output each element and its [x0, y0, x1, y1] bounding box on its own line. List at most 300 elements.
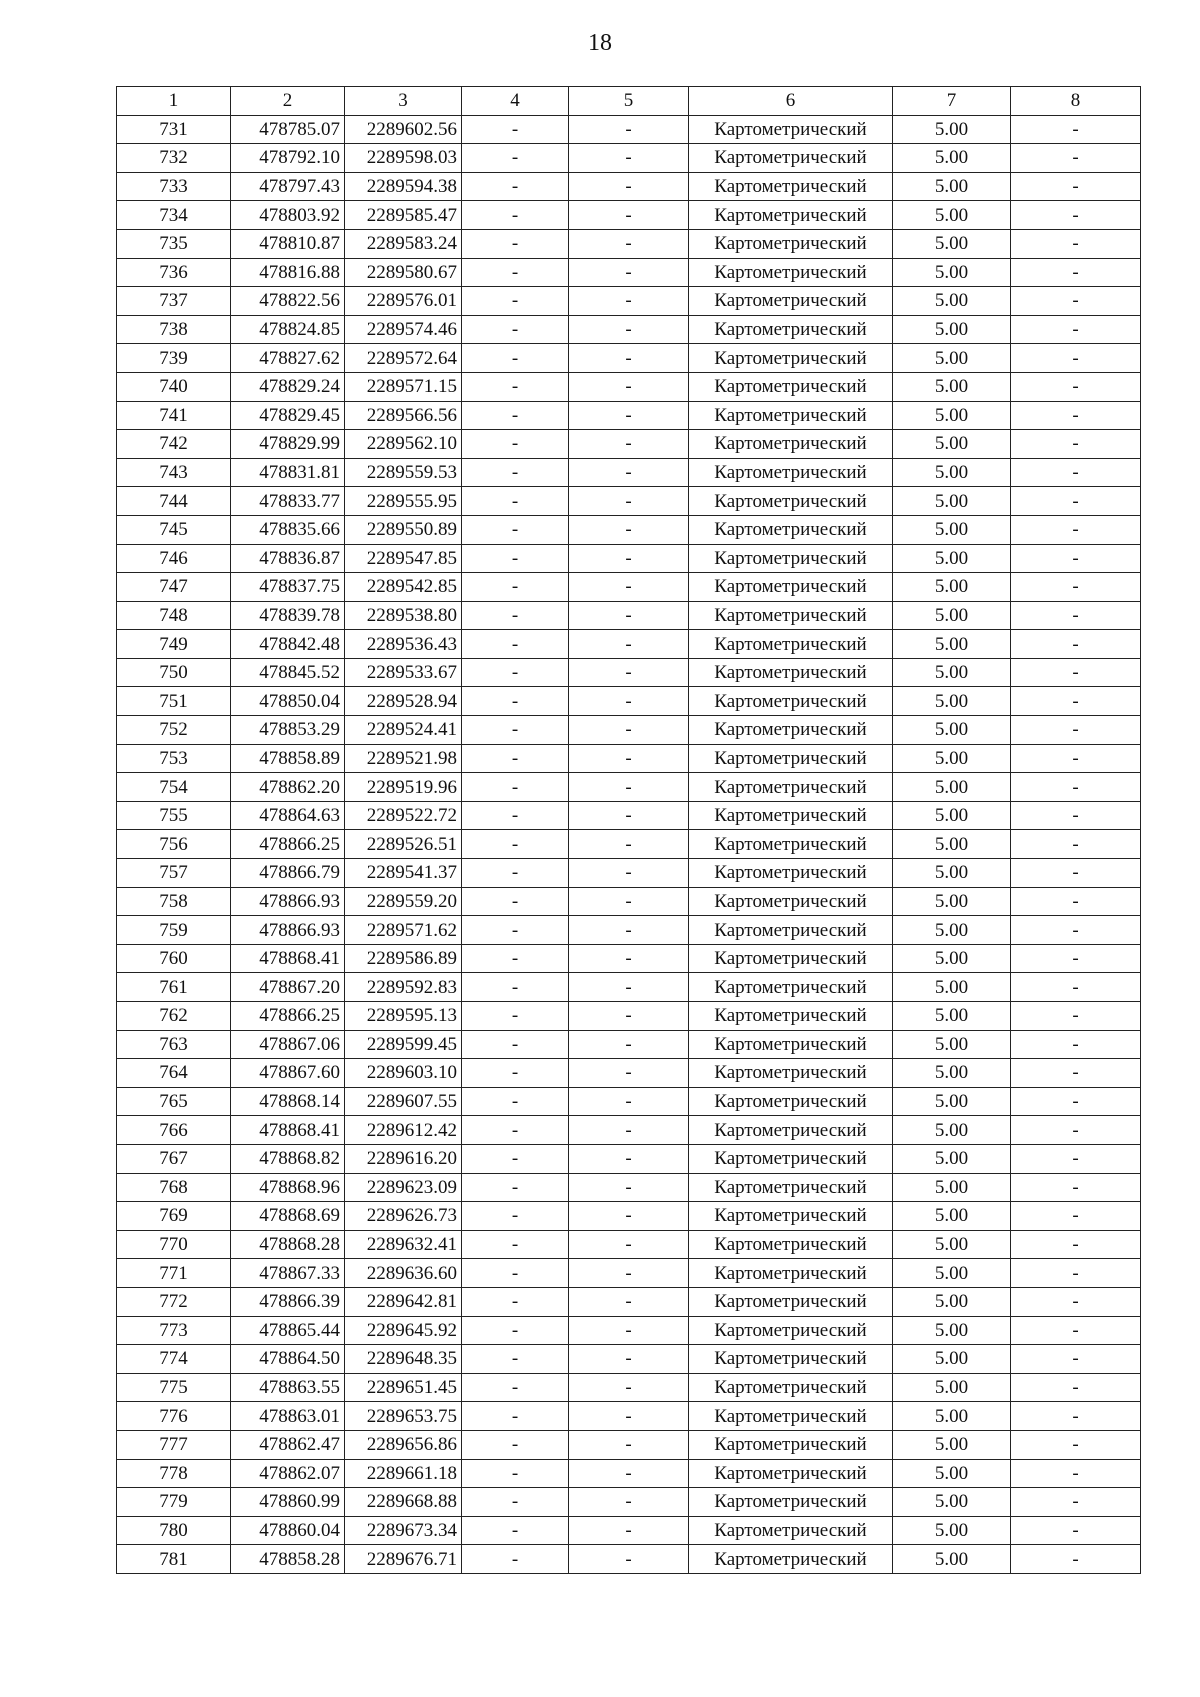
table-cell-col-4: - [462, 1144, 569, 1173]
table-cell-col-3: 2289626.73 [345, 1202, 462, 1231]
table-cell-col-8: - [1011, 372, 1141, 401]
table-cell-col-4: - [462, 401, 569, 430]
table-cell-col-5: - [569, 744, 689, 773]
table-cell-col-5: - [569, 916, 689, 945]
table-cell-col-6: Картометрический [689, 887, 893, 916]
table-cell-col-1: 739 [117, 344, 231, 373]
table-cell-col-6: Картометрический [689, 458, 893, 487]
table-cell-col-7: 5.00 [893, 1488, 1011, 1517]
table-cell-col-2: 478866.25 [231, 830, 345, 859]
table-row [117, 1287, 1141, 1316]
table-cell-col-8: - [1011, 1116, 1141, 1145]
table-body [117, 115, 1141, 1573]
table-cell-col-5: - [569, 258, 689, 287]
table-cell-col-2: 478858.89 [231, 744, 345, 773]
column-header-4: 4 [462, 87, 569, 116]
table-cell-col-8: - [1011, 916, 1141, 945]
table-row [117, 687, 1141, 716]
table-cell-col-7: 5.00 [893, 973, 1011, 1002]
table-cell-col-7: 5.00 [893, 801, 1011, 830]
table-cell-col-7: 5.00 [893, 1059, 1011, 1088]
table-cell-col-4: - [462, 1287, 569, 1316]
table-cell-col-2: 478868.14 [231, 1087, 345, 1116]
table-cell-col-6: Картометрический [689, 1230, 893, 1259]
table-cell-col-2: 478865.44 [231, 1316, 345, 1345]
column-header-7: 7 [893, 87, 1011, 116]
table-cell-col-1: 760 [117, 944, 231, 973]
table-cell-col-1: 774 [117, 1345, 231, 1374]
table-cell-col-7: 5.00 [893, 1545, 1011, 1574]
table-cell-col-1: 732 [117, 144, 231, 173]
table-cell-col-5: - [569, 430, 689, 459]
table-cell-col-1: 746 [117, 544, 231, 573]
table-cell-col-5: - [569, 801, 689, 830]
table-cell-col-2: 478866.39 [231, 1287, 345, 1316]
table-cell-col-2: 478853.29 [231, 716, 345, 745]
table-cell-col-6: Картометрический [689, 1087, 893, 1116]
table-cell-col-5: - [569, 716, 689, 745]
table-row [117, 973, 1141, 1002]
table-cell-col-7: 5.00 [893, 315, 1011, 344]
table-cell-col-8: - [1011, 859, 1141, 888]
table-cell-col-5: - [569, 1488, 689, 1517]
table-cell-col-6: Картометрический [689, 716, 893, 745]
table-cell-col-4: - [462, 744, 569, 773]
table-cell-col-6: Картометрический [689, 1316, 893, 1345]
table-cell-col-1: 741 [117, 401, 231, 430]
table-cell-col-1: 750 [117, 658, 231, 687]
table-cell-col-3: 2289612.42 [345, 1116, 462, 1145]
table-cell-col-2: 478868.41 [231, 1116, 345, 1145]
table-cell-col-6: Картометрический [689, 1402, 893, 1431]
table-cell-col-5: - [569, 458, 689, 487]
table-cell-col-7: 5.00 [893, 944, 1011, 973]
table-cell-col-3: 2289668.88 [345, 1488, 462, 1517]
table-row [117, 287, 1141, 316]
table-cell-col-8: - [1011, 973, 1141, 1002]
table-cell-col-8: - [1011, 1059, 1141, 1088]
table-cell-col-2: 478864.63 [231, 801, 345, 830]
table-cell-col-2: 478862.07 [231, 1459, 345, 1488]
table-row [117, 773, 1141, 802]
table-cell-col-4: - [462, 716, 569, 745]
table-cell-col-2: 478845.52 [231, 658, 345, 687]
table-row [117, 201, 1141, 230]
table-cell-col-1: 772 [117, 1287, 231, 1316]
table-cell-col-8: - [1011, 1316, 1141, 1345]
table-row [117, 601, 1141, 630]
table-cell-col-4: - [462, 487, 569, 516]
table-cell-col-3: 2289648.35 [345, 1345, 462, 1374]
table-cell-col-1: 736 [117, 258, 231, 287]
table-cell-col-7: 5.00 [893, 487, 1011, 516]
table-cell-col-5: - [569, 544, 689, 573]
table-cell-col-1: 767 [117, 1144, 231, 1173]
table-cell-col-8: - [1011, 515, 1141, 544]
table-cell-col-5: - [569, 1059, 689, 1088]
table-cell-col-7: 5.00 [893, 258, 1011, 287]
table-cell-col-7: 5.00 [893, 372, 1011, 401]
table-cell-col-1: 737 [117, 287, 231, 316]
table-cell-col-2: 478862.47 [231, 1430, 345, 1459]
table-cell-col-1: 763 [117, 1030, 231, 1059]
table-cell-col-6: Картометрический [689, 859, 893, 888]
table-cell-col-1: 748 [117, 601, 231, 630]
table-row [117, 658, 1141, 687]
table-cell-col-8: - [1011, 1545, 1141, 1574]
table-cell-col-7: 5.00 [893, 1087, 1011, 1116]
table-cell-col-1: 733 [117, 172, 231, 201]
table-cell-col-2: 478785.07 [231, 115, 345, 144]
table-cell-col-5: - [569, 830, 689, 859]
table-cell-col-3: 2289550.89 [345, 515, 462, 544]
table-cell-col-5: - [569, 1345, 689, 1374]
table-row [117, 1459, 1141, 1488]
table-cell-col-4: - [462, 1030, 569, 1059]
column-header-1: 1 [117, 87, 231, 116]
table-cell-col-3: 2289533.67 [345, 658, 462, 687]
table-row [117, 229, 1141, 258]
table-row [117, 1316, 1141, 1345]
table-row [117, 115, 1141, 144]
table-cell-col-3: 2289538.80 [345, 601, 462, 630]
table-cell-col-3: 2289521.98 [345, 744, 462, 773]
table-cell-col-5: - [569, 229, 689, 258]
table-cell-col-2: 478824.85 [231, 315, 345, 344]
table-cell-col-8: - [1011, 115, 1141, 144]
table-cell-col-3: 2289595.13 [345, 1002, 462, 1031]
table-cell-col-6: Картометрический [689, 573, 893, 602]
table-cell-col-8: - [1011, 716, 1141, 745]
table-cell-col-8: - [1011, 1345, 1141, 1374]
table-cell-col-5: - [569, 1430, 689, 1459]
table-cell-col-4: - [462, 287, 569, 316]
table-cell-col-1: 744 [117, 487, 231, 516]
page-number: 18 [588, 30, 612, 56]
table-cell-col-8: - [1011, 630, 1141, 659]
table-cell-col-3: 2289602.56 [345, 115, 462, 144]
table-cell-col-3: 2289585.47 [345, 201, 462, 230]
table-cell-col-5: - [569, 1259, 689, 1288]
table-cell-col-5: - [569, 172, 689, 201]
table-cell-col-8: - [1011, 887, 1141, 916]
table-cell-col-6: Картометрический [689, 658, 893, 687]
table-cell-col-6: Картометрический [689, 801, 893, 830]
table-cell-col-8: - [1011, 1259, 1141, 1288]
table-row [117, 1116, 1141, 1145]
table-cell-col-3: 2289632.41 [345, 1230, 462, 1259]
table-cell-col-6: Картометрический [689, 372, 893, 401]
table-cell-col-5: - [569, 887, 689, 916]
table-row [117, 801, 1141, 830]
table-cell-col-4: - [462, 1545, 569, 1574]
table-row [117, 1173, 1141, 1202]
table-cell-col-6: Картометрический [689, 487, 893, 516]
table-cell-col-6: Картометрический [689, 1459, 893, 1488]
table-cell-col-5: - [569, 1202, 689, 1231]
table-cell-col-3: 2289645.92 [345, 1316, 462, 1345]
table-cell-col-3: 2289574.46 [345, 315, 462, 344]
table-cell-col-4: - [462, 1202, 569, 1231]
table-cell-col-7: 5.00 [893, 544, 1011, 573]
table-cell-col-4: - [462, 430, 569, 459]
table-cell-col-7: 5.00 [893, 1373, 1011, 1402]
table-cell-col-1: 773 [117, 1316, 231, 1345]
table-cell-col-1: 761 [117, 973, 231, 1002]
table-cell-col-5: - [569, 372, 689, 401]
table-cell-col-3: 2289571.62 [345, 916, 462, 945]
table-cell-col-4: - [462, 344, 569, 373]
table-cell-col-5: - [569, 201, 689, 230]
table-cell-col-8: - [1011, 1144, 1141, 1173]
table-cell-col-3: 2289576.01 [345, 287, 462, 316]
table-cell-col-3: 2289661.18 [345, 1459, 462, 1488]
table-cell-col-3: 2289636.60 [345, 1259, 462, 1288]
table-cell-col-7: 5.00 [893, 630, 1011, 659]
table-cell-col-2: 478862.20 [231, 773, 345, 802]
table-cell-col-2: 478867.06 [231, 1030, 345, 1059]
table-cell-col-2: 478868.41 [231, 944, 345, 973]
table-cell-col-7: 5.00 [893, 1402, 1011, 1431]
table-row [117, 258, 1141, 287]
table-cell-col-5: - [569, 1116, 689, 1145]
table-cell-col-2: 478868.69 [231, 1202, 345, 1231]
table-cell-col-2: 478867.33 [231, 1259, 345, 1288]
table-row [117, 487, 1141, 516]
table-cell-col-8: - [1011, 315, 1141, 344]
table-cell-col-7: 5.00 [893, 144, 1011, 173]
table-cell-col-6: Картометрический [689, 630, 893, 659]
table-cell-col-7: 5.00 [893, 515, 1011, 544]
table-cell-col-4: - [462, 172, 569, 201]
table-cell-col-4: - [462, 887, 569, 916]
table-row [117, 1230, 1141, 1259]
table-cell-col-6: Картометрический [689, 1516, 893, 1545]
table-cell-col-2: 478868.82 [231, 1144, 345, 1173]
table-cell-col-4: - [462, 201, 569, 230]
table-cell-col-5: - [569, 115, 689, 144]
table-cell-col-4: - [462, 1059, 569, 1088]
table-cell-col-4: - [462, 859, 569, 888]
table-cell-col-4: - [462, 1402, 569, 1431]
table-cell-col-1: 747 [117, 573, 231, 602]
table-cell-col-8: - [1011, 601, 1141, 630]
table-cell-col-1: 775 [117, 1373, 231, 1402]
table-cell-col-3: 2289571.15 [345, 372, 462, 401]
table-cell-col-7: 5.00 [893, 172, 1011, 201]
table-cell-col-3: 2289580.67 [345, 258, 462, 287]
table-cell-col-8: - [1011, 773, 1141, 802]
table-cell-col-4: - [462, 601, 569, 630]
table-cell-col-1: 777 [117, 1430, 231, 1459]
table-cell-col-3: 2289536.43 [345, 630, 462, 659]
table-cell-col-6: Картометрический [689, 1002, 893, 1031]
table-row [117, 401, 1141, 430]
table-cell-col-2: 478829.99 [231, 430, 345, 459]
table-cell-col-1: 735 [117, 229, 231, 258]
table-row [117, 944, 1141, 973]
table-cell-col-8: - [1011, 1087, 1141, 1116]
table-cell-col-3: 2289526.51 [345, 830, 462, 859]
column-header-6: 6 [689, 87, 893, 116]
table-cell-col-7: 5.00 [893, 1002, 1011, 1031]
table-cell-col-5: - [569, 773, 689, 802]
table-cell-col-8: - [1011, 1516, 1141, 1545]
table-cell-col-8: - [1011, 1430, 1141, 1459]
table-cell-col-5: - [569, 1087, 689, 1116]
table-cell-col-1: 781 [117, 1545, 231, 1574]
table-cell-col-7: 5.00 [893, 1030, 1011, 1059]
table-cell-col-8: - [1011, 401, 1141, 430]
table-cell-col-3: 2289616.20 [345, 1144, 462, 1173]
table-cell-col-3: 2289607.55 [345, 1087, 462, 1116]
table-cell-col-6: Картометрический [689, 916, 893, 945]
table-row [117, 887, 1141, 916]
table-cell-col-3: 2289547.85 [345, 544, 462, 573]
table-cell-col-2: 478792.10 [231, 144, 345, 173]
table-cell-col-6: Картометрический [689, 1202, 893, 1231]
table-cell-col-2: 478864.50 [231, 1345, 345, 1374]
table-cell-col-6: Картометрический [689, 944, 893, 973]
table-cell-col-6: Картометрический [689, 144, 893, 173]
table-cell-col-3: 2289594.38 [345, 172, 462, 201]
table-cell-col-4: - [462, 115, 569, 144]
table-cell-col-5: - [569, 1459, 689, 1488]
table-cell-col-8: - [1011, 201, 1141, 230]
table-cell-col-5: - [569, 287, 689, 316]
table-cell-col-8: - [1011, 1459, 1141, 1488]
table-row [117, 716, 1141, 745]
table-cell-col-4: - [462, 1430, 569, 1459]
table-cell-col-1: 766 [117, 1116, 231, 1145]
table-cell-col-7: 5.00 [893, 458, 1011, 487]
table-cell-col-7: 5.00 [893, 1516, 1011, 1545]
table-cell-col-8: - [1011, 944, 1141, 973]
table-cell-col-3: 2289542.85 [345, 573, 462, 602]
table-cell-col-6: Картометрический [689, 258, 893, 287]
table-row [117, 544, 1141, 573]
table-cell-col-7: 5.00 [893, 344, 1011, 373]
table-cell-col-6: Картометрический [689, 1373, 893, 1402]
table-cell-col-7: 5.00 [893, 1259, 1011, 1288]
table-cell-col-8: - [1011, 744, 1141, 773]
table-cell-col-5: - [569, 344, 689, 373]
table-cell-col-7: 5.00 [893, 716, 1011, 745]
table-cell-col-2: 478836.87 [231, 544, 345, 573]
table-cell-col-4: - [462, 1459, 569, 1488]
table-cell-col-4: - [462, 801, 569, 830]
table-cell-col-8: - [1011, 1202, 1141, 1231]
table-cell-col-6: Картометрический [689, 744, 893, 773]
table-cell-col-6: Картометрический [689, 1144, 893, 1173]
table-row [117, 1373, 1141, 1402]
table-cell-col-4: - [462, 1345, 569, 1374]
table-row [117, 144, 1141, 173]
table-cell-col-7: 5.00 [893, 1202, 1011, 1231]
table-cell-col-6: Картометрический [689, 687, 893, 716]
table-cell-col-4: - [462, 1116, 569, 1145]
coordinates-table [116, 86, 1141, 1574]
table-cell-col-3: 2289572.64 [345, 344, 462, 373]
table-cell-col-5: - [569, 315, 689, 344]
table-cell-col-4: - [462, 630, 569, 659]
table-cell-col-7: 5.00 [893, 1430, 1011, 1459]
table-cell-col-7: 5.00 [893, 287, 1011, 316]
column-header-3: 3 [345, 87, 462, 116]
table-cell-col-4: - [462, 916, 569, 945]
table-row [117, 630, 1141, 659]
table-row [117, 830, 1141, 859]
table-cell-col-1: 749 [117, 630, 231, 659]
table-cell-col-4: - [462, 1373, 569, 1402]
table-cell-col-2: 478797.43 [231, 172, 345, 201]
table-cell-col-2: 478829.45 [231, 401, 345, 430]
table-cell-col-6: Картометрический [689, 344, 893, 373]
table-cell-col-2: 478860.04 [231, 1516, 345, 1545]
table-row [117, 1488, 1141, 1517]
table-cell-col-8: - [1011, 1173, 1141, 1202]
table-cell-col-1: 731 [117, 115, 231, 144]
table-row [117, 744, 1141, 773]
table-cell-col-3: 2289583.24 [345, 229, 462, 258]
table-cell-col-2: 478822.56 [231, 287, 345, 316]
table-cell-col-5: - [569, 1002, 689, 1031]
table-cell-col-2: 478867.20 [231, 973, 345, 1002]
table-cell-col-1: 740 [117, 372, 231, 401]
table-cell-col-4: - [462, 658, 569, 687]
table-cell-col-5: - [569, 944, 689, 973]
table-cell-col-1: 770 [117, 1230, 231, 1259]
table-cell-col-4: - [462, 973, 569, 1002]
table-cell-col-2: 478839.78 [231, 601, 345, 630]
table-cell-col-8: - [1011, 172, 1141, 201]
table-cell-col-2: 478863.55 [231, 1373, 345, 1402]
table-cell-col-8: - [1011, 258, 1141, 287]
table-cell-col-6: Картометрический [689, 601, 893, 630]
table-cell-col-2: 478858.28 [231, 1545, 345, 1574]
table-cell-col-2: 478827.62 [231, 344, 345, 373]
table-cell-col-3: 2289562.10 [345, 430, 462, 459]
table-cell-col-3: 2289586.89 [345, 944, 462, 973]
table-cell-col-4: - [462, 1002, 569, 1031]
table-cell-col-8: - [1011, 830, 1141, 859]
table-cell-col-1: 759 [117, 916, 231, 945]
table-cell-col-5: - [569, 859, 689, 888]
table-cell-col-8: - [1011, 430, 1141, 459]
table-cell-col-3: 2289559.20 [345, 887, 462, 916]
table-cell-col-7: 5.00 [893, 1287, 1011, 1316]
table-cell-col-6: Картометрический [689, 315, 893, 344]
table-row [117, 430, 1141, 459]
table-cell-col-4: - [462, 229, 569, 258]
table-cell-col-1: 765 [117, 1087, 231, 1116]
table-cell-col-1: 755 [117, 801, 231, 830]
table-cell-col-2: 478866.93 [231, 887, 345, 916]
header-row [117, 87, 1141, 116]
table-cell-col-6: Картометрический [689, 973, 893, 1002]
table-cell-col-2: 478803.92 [231, 201, 345, 230]
table-cell-col-8: - [1011, 1402, 1141, 1431]
table-cell-col-2: 478816.88 [231, 258, 345, 287]
table-cell-col-2: 478868.96 [231, 1173, 345, 1202]
table-cell-col-5: - [569, 144, 689, 173]
table-cell-col-8: - [1011, 1002, 1141, 1031]
table-cell-col-6: Картометрический [689, 1287, 893, 1316]
table-cell-col-4: - [462, 1087, 569, 1116]
table-cell-col-6: Картометрический [689, 773, 893, 802]
table-cell-col-7: 5.00 [893, 744, 1011, 773]
table-cell-col-3: 2289566.56 [345, 401, 462, 430]
